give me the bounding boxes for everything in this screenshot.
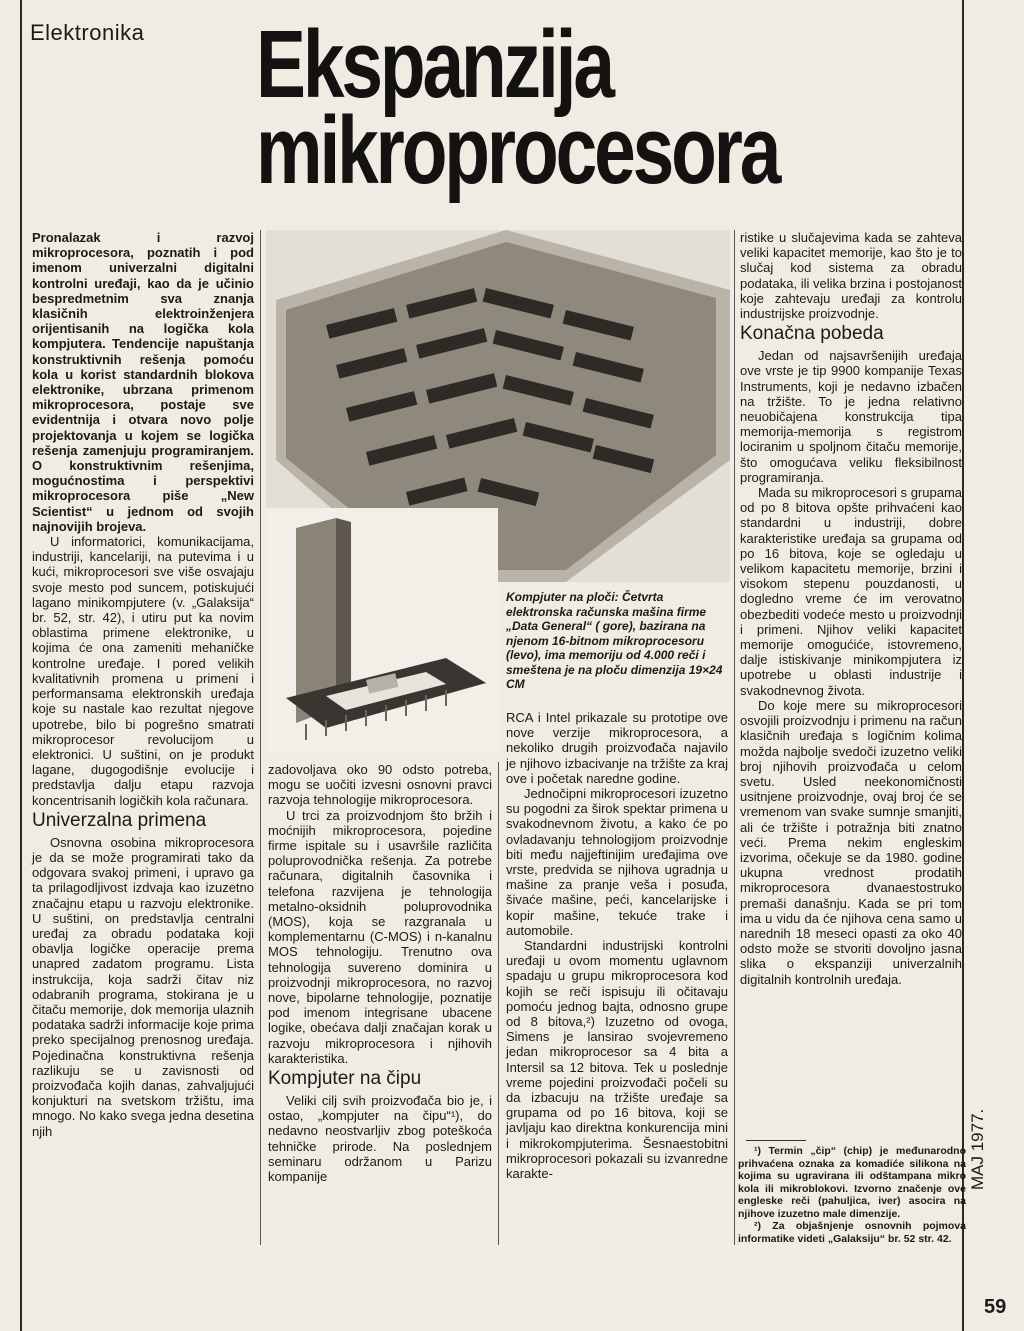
headline-line2: mikroprocesora [256, 97, 779, 204]
section-label: Elektronika [30, 20, 145, 45]
paragraph: ristike u slučajevima kada se zahteva veliki kapacitet memorije, kao što je to slučaj kod sistema za obradu podataka, ili velika brzina i postojanost koje zahtevaju uređaji za kontrolu industrijske proizvodnje. [740, 230, 962, 322]
footnotes [738, 1140, 966, 1245]
lead-paragraph: Pronalazak i razvoj mikroprocesora, poznatih i pod imenom univerzalni digitalni kontrolni uređaji, kao da je učinio bespredmetnim sva znanja klasičnih elektroinženjera orijentisanih na logička kola kompjutera. Tendencije napuštanja konstruktivnih rešenja pomoću kola u korist standardnih blokova elektronike, ubrzana primenom mikroprocesora, postaje sve evidentnija i otvara novo polje projektovanja u kojem se logička rešenja zamenjuju programiranjem. O konstruktivnim rešenjima, mogućnostima i perspektivi mikroprocesora piše „New Scientist“ u jednom od svojih najnovijih brojeva. [32, 230, 254, 534]
column-1 [32, 230, 254, 1139]
page-number: 59 [984, 1296, 1007, 1318]
left-border [20, 0, 22, 1331]
column-4 [740, 230, 962, 987]
paragraph: U trci za proizvodnjom što bržih i moćnijih mikroprocesora, pojedine firme ispitale su i usavršile različita poluprovodnička rešenja. Za potrebe računara, digitalnih časovnika i telefona razvijena je tehnologija metalno-oksidnih poluprovodnika (MOS), koja se razgranala u komplementarnu (C-MOS) i n-kanalnu MOS tehnologiju. Trenutno ova tehnologija suvereno dominira u proizvodnji mikroprocesora, no razvoj nove, bipolarne tehnologije, poznatije pod imenom integrisane ubacene logike, obećava dalji značajan korak u razvoju mikroprocesora i njihovih karakteristika. [268, 807, 492, 1066]
issue-date: MAJ 1977. [968, 1108, 987, 1190]
footnote-2: ²) Za objašnjenje osnovnih pojmova informatike videti „Galaksiju“ br. 52 str. 42. [738, 1220, 966, 1245]
subheading: Kompjuter na čipu [268, 1068, 422, 1090]
paragraph: zadovoljava oko 90 odsto potreba, mogu se uočiti izvesni osnovni pravci razvoja tehnologije mikroprocesora. [268, 762, 492, 808]
paragraph: U informatorici, komunikacijama, industriji, kancelariji, na putevima i u kući, mikroprocesori sve više osvajaju svoje mesto pod suncem, potiskujući lagano minikompjutere (v. „Galaksija“ br. 52, str. 42), i utiru put ka novim oblastima primene elektronike, u kojima će ona zameniti mehaničke kontrolne uređaje. I pored velikih kvalitativnih promena u primeni i performansama elektronskih uređaja koje su nastale kao rezultat njegove upotrebe, bilo bi pogrešno smatrati mikroprocesor revolucijom u elektronici. U suštini, on je produkt lagane, dugogodišnje evolucije i predstavlja dalju etapu razvoja koncentrisanih logičkih kola računara. [32, 534, 254, 808]
paragraph: Jednočipni mikroprocesori izuzetno su pogodni za širok spektar primena u svakodnevnom životu, a kako će po ovladavanju tehnologijom proizvodnje biti među najjeftinijim uređajima ove vrste, predvida se njihova ugradnja u mašine za pranje veša i posuđa, šivaće mašine, peći, kancelarijske i kopir mašine, tekuće trake i automobile. [506, 786, 728, 938]
footnote-1: ¹) Termin „čip“ (chip) je međunarodno prihvaćena oznaka za komadiće silikona na kojima su ugravirana ili odštampana mikro kola ili mikroblokovi. Izvorno značenje ove engleske reči (pahuljica, iver) asocira na njihove izuzetno male dimenzije. [738, 1145, 966, 1220]
subheading: Univerzalna primena [32, 809, 207, 831]
column-2 [268, 762, 492, 1184]
column-rule [260, 230, 261, 1245]
paragraph: RCA i Intel prikazale su prototipe ove nove verzije mikroprocesora, a nekoliko drugih proizvođača najavilo je njihovo izbacivanje na tržište za kraj ove i početak naredne godine. [506, 710, 728, 786]
paragraph: Jedan od najsavršenijih uređaja ove vrste je tip 9900 kompanije Texas Instruments, koji je nedavno izbačen na tržište. To je jedna relativno neuobičajena konstrukcija tipa memorija-memorija s registrom lociranim u spoljnom čitaču memorije, što omogućava veliku fleksibilnost programiranja. [740, 348, 962, 485]
column-rule [498, 762, 499, 1245]
headline [256, 11, 779, 204]
column-3 [506, 710, 728, 1181]
paragraph: Osnovna osobina mikroprocesora je da se može programirati tako da odgovara svakoj primeni, i upravo ga ta prilagodljivost izdvaja kao izuzetno značajnu etapu u razvoju elektronike. U suštini, on predstavlja centralni uređaj za obradu podataka koji obavlja logičke operacije prema unapred zadatom programu. Lista instrukcija, koja sadrži čitav niz odabranih programa, stokirana je u čitaču memorije, dok memorija ulaznih podataka sadrži informacije koje prima preko specijalnog prenosnog uređaja. Pojedinačna konstruktivna rešenja razlikuju se u zavisnosti od proizvođača kojih danas, zahvaljujući konjukturi na svetskom tržištu, ima mnogo. No kako svega jedna desetina njih [32, 834, 254, 1139]
microprocessor-chip-photo [266, 508, 498, 752]
column-rule [734, 230, 735, 1245]
photo-caption: Kompjuter na ploči: Četvrta elektronska računska mašina firme „Data General“ ( gore), bazirana na njenom 16-bitnom mikroprocesoru (levo), ima memoriju od 4.000 reči i smeštena je na ploču dimenzija 19×24 CM [506, 590, 723, 691]
subheading: Konačna pobeda [740, 323, 884, 345]
paragraph: Mada su mikroprocesori s grupama od po 8 bitova opšte prihvaćeni kao standardni u industriji, dobre karakteristike uređaja sa grupama od po 16 bitova, koje se ogledaju u velikom kapacitetu memorije, brzini i visokom stepenu pouzdanosti, u dogledno vreme će im verovatno obezbediti vodeće mesto u proizvodnji i primeni. Njihov veliki kapacitet memorije omogućiće, istovremeno, dalje istiskivanje minikompjutera iz upotrebe u oblasti industrije i svakodnevnog života. [740, 485, 962, 698]
paragraph: Do koje mere su mikroprocesori osvojili proizvodnju i primenu na račun klasičnih uređaja s logičnim kolima možda najbolje svedoči izuzetno veliki broj njihovih proizvođača u celom svetu. Usled neekonomičnosti usitnjene proizvodnje, ovaj broj će se vremenom van svake sumnje smanjiti, ali će tržište i potražnja biti znatno veći. Prema nekim engleskim izvorima, očekuje se da 1980. godine ukupna vrednost prodatih mikroprocesora dvanaestostruko premaši današnju. Kada se pri tom ima u vidu da će njihova cena samo u narednih 18 meseci opasti za oko 40 odsto može se stvoriti dovoljno jasna slika o ekspanziji univerzalnih digitalnih kontrolnih uređaja. [740, 697, 962, 987]
chip-image [266, 508, 498, 752]
paragraph: Standardni industrijski kontrolni uređaji u ovom momentu uglavnom spadaju u grupu mikroprocesora kod kojih se reči ispisuju ili očitavaju pomoću jednog bajta, odnosno grupe od 8 bitova,²) Izuzetno od ovoga, Simens je lansirao svojevremeno jedan mikroprocesor sa 4 bita a Intersil sa 12 bitova. Tek u poslednje vreme pojedini proizvođači počeli su da izbacuju na tržište uređaje sa grupama od po 16 bitova, koji se javljaju kao direktna konkurencija mini i mikrokompjuterima. Šesnaestobitni mikroprocesori pokazali su izvanredne karakte- [506, 938, 728, 1182]
paragraph: Veliki cilj svih proizvođača bio je, i ostao, „kompjuter na čipu“¹), do nedavno neostvarljiv zbog poteškoća tehničke prirode. Na poslednjem seminaru održanom u Parizu kompanije [268, 1093, 492, 1185]
footnote-rule [746, 1140, 806, 1141]
headline-line1: Ekspanzija [256, 11, 612, 118]
right-border [962, 0, 964, 1331]
